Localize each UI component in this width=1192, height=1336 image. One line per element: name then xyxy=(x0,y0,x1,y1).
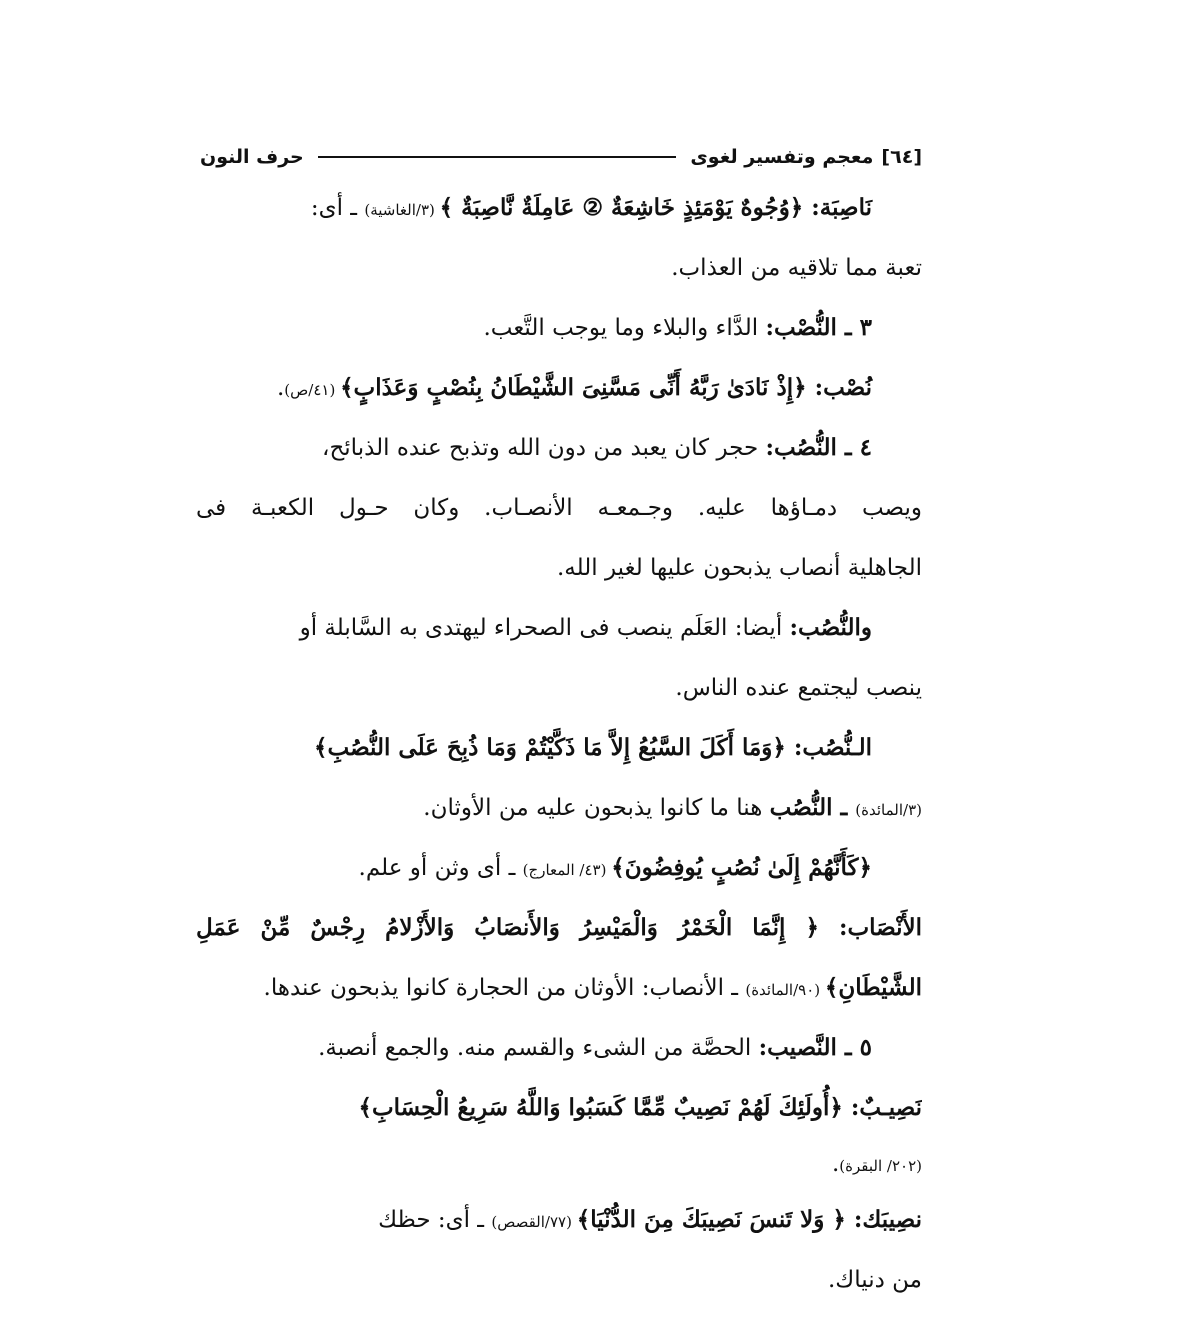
text-line xyxy=(196,478,922,538)
line-text: الدَّاء والبلاء وما يوجب التَّعب. xyxy=(483,315,766,341)
headword: ٤ ـ النُّصُب: xyxy=(765,434,872,461)
line-text: ـ الأنصاب: الأوثان من الحجارة كانوا يذبحون عندها. xyxy=(263,975,746,1001)
line-text: هنا ما كانوا يذبحون عليه من الأوثان. xyxy=(423,795,770,821)
line-text: ويصب دمـاؤها عليه. وجـمعـه الأنصـاب. وكان حـول الكعبـة فى xyxy=(196,495,922,521)
headword: ـ النُّصُب xyxy=(769,794,856,821)
text-line xyxy=(196,838,922,898)
verse-reference: (٣/الغاشية) xyxy=(364,201,440,219)
text-line xyxy=(196,1078,922,1138)
quran-verse: ﴿وُجُوهٌ يَوْمَئِذٍ خَاشِعَةٌ ② عَامِلَةٌ نَّاصِبَةٌ ﴾ xyxy=(439,194,812,221)
line-text: . xyxy=(831,1151,840,1177)
chapter-title: حرف النون xyxy=(200,146,304,168)
text-line xyxy=(196,178,922,238)
headword: والنُّصُب: xyxy=(789,614,872,641)
text-line xyxy=(196,718,922,778)
text-line xyxy=(196,538,922,598)
verse-reference: (٤٣/ المعارج) xyxy=(522,861,612,879)
line-text: الجاهلية أنصاب يذبحون عليها لغير الله. xyxy=(557,555,922,581)
verse-reference: (٣/المائدة) xyxy=(855,801,922,819)
quran-verse: ﴿ وَلا تَنسَ نَصِيبَكَ مِنَ الدُّنْيَا﴾ xyxy=(576,1206,854,1233)
quran-verse: ﴿كَأَنَّهُمْ إِلَىٰ نُصُبٍ يُوفِضُونَ﴾ xyxy=(611,854,872,881)
text-line xyxy=(196,658,922,718)
text-line xyxy=(196,1190,922,1250)
headword: نُصْب: xyxy=(814,374,872,401)
quran-verse: ﴿أُولَئِكَ لَهُمْ نَصِيبٌ مِّمَّا كَسَبُوا وَاللَّهُ سَرِيعُ الْحِسَابِ﴾ xyxy=(358,1094,851,1121)
text-line xyxy=(196,598,922,658)
text-line xyxy=(196,358,922,418)
text-line xyxy=(196,898,922,958)
line-text: من دنياك. xyxy=(828,1267,922,1293)
text-line xyxy=(196,1018,922,1078)
headword: ٥ ـ النَّصيب: xyxy=(758,1034,872,1061)
headword: نَصِيـبٌ: xyxy=(850,1094,922,1121)
verse-reference: (٩٠/المائدة) xyxy=(745,981,825,999)
quran-verse: الشَّيْطَانِ﴾ xyxy=(824,974,922,1001)
header-rule xyxy=(318,156,677,158)
line-text: ـ أى: حظك xyxy=(378,1207,492,1233)
quran-verse: ﴿إِذْ نَادَىٰ رَبَّهُ أَنِّى مَسَّنِىَ الشَّيْطَانُ بِنُصْبٍ وَعَذَابٍ﴾ xyxy=(340,374,815,401)
book-title: معجم وتفسير لغوى xyxy=(690,146,874,168)
page-number: [٦٤] xyxy=(881,146,922,168)
verse-reference: (٤١/ص) xyxy=(284,381,341,399)
line-text: أيضا: العَلَم ينصب فى الصحراء ليهتدى به السَّابلة أو xyxy=(299,615,790,641)
headword: نصِيبَك: xyxy=(853,1206,922,1233)
verse-reference: (٢٠٢/ البقرة) xyxy=(839,1157,922,1175)
document-body xyxy=(196,178,922,1310)
text-line xyxy=(196,778,922,838)
headword: نَاصِبَة: xyxy=(811,194,872,221)
text-line xyxy=(196,1138,922,1190)
line-text: تعبة مما تلاقيه من العذاب. xyxy=(671,255,922,281)
line-text: الحصَّة من الشىء والقسم منه. والجمع أنصبة. xyxy=(318,1035,759,1061)
text-line xyxy=(196,298,922,358)
text-line xyxy=(196,238,922,298)
page-header xyxy=(200,140,922,174)
headword: الأَنْصَاب: xyxy=(838,914,922,941)
line-text: ينصب ليجتمع عنده الناس. xyxy=(675,675,922,701)
header-title-group xyxy=(690,146,922,168)
line-text: ـ أى وثن أو علم. xyxy=(358,855,523,881)
text-line xyxy=(196,1250,922,1310)
text-line xyxy=(196,958,922,1018)
quran-verse: ﴿ إِنَّمَا الْخَمْرُ وَالْمَيْسِرُ وَالأَنصَابُ وَالأَزْلامُ رِجْسٌ مِّنْ عَمَلِ xyxy=(196,914,839,941)
line-text: حجر كان يعبد من دون الله وتذبح عنده الذبائح، xyxy=(322,435,766,461)
headword: ٣ ـ النُّصْب: xyxy=(765,314,872,341)
headword: الـنُّصُب: xyxy=(793,734,872,761)
line-text: ـ أى: xyxy=(310,195,365,221)
line-text: . xyxy=(276,375,285,401)
text-line xyxy=(196,418,922,478)
verse-reference: (٧٧/القصص) xyxy=(491,1213,577,1231)
quran-verse: ﴿وَمَا أَكَلَ السَّبُعُ إِلاَّ مَا ذَكَّيْتُمْ وَمَا ذُبِحَ عَلَى النُّصُبِ﴾ xyxy=(314,734,794,761)
